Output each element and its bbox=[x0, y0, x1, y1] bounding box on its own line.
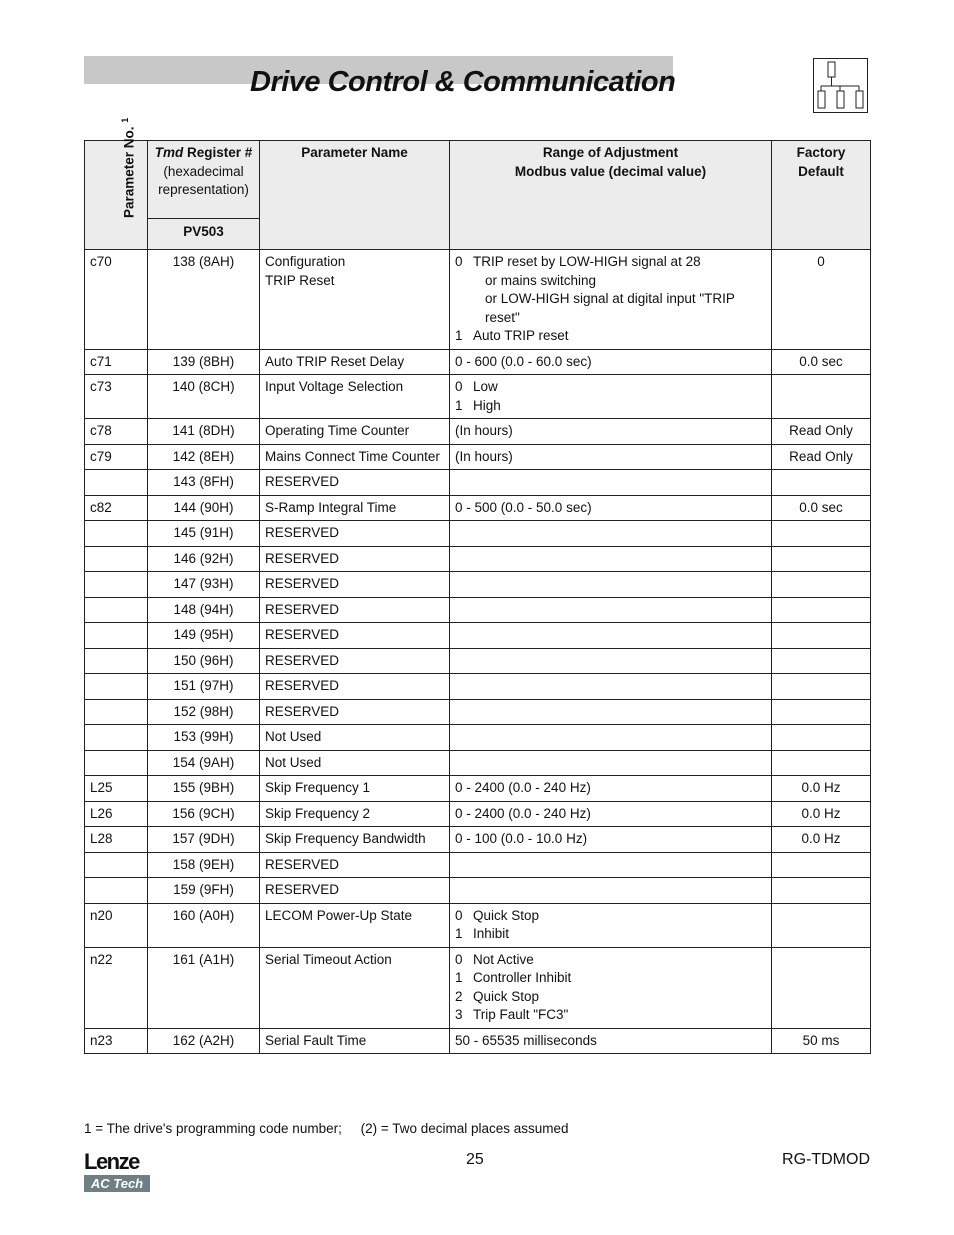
table-row bbox=[85, 495, 871, 521]
table-row bbox=[85, 349, 871, 375]
cell-factory-default bbox=[772, 623, 871, 649]
cell-factory-default bbox=[772, 852, 871, 878]
page-number: 25 bbox=[466, 1151, 484, 1168]
cell-factory-default bbox=[772, 878, 871, 904]
cell-register: 149 (95H) bbox=[148, 623, 260, 649]
cell-parameter-name: RESERVED bbox=[260, 597, 450, 623]
cell-parameter-no: c70 bbox=[85, 250, 148, 350]
cell-range: 50 - 65535 milliseconds bbox=[450, 1028, 772, 1054]
cell-range: 0 Not Active 1 Controller Inhibit 2 Quick Stop 3 Trip Fault "FC3" bbox=[450, 947, 772, 1028]
cell-factory-default: 0.0 Hz bbox=[772, 801, 871, 827]
cell-parameter-name: S-Ramp Integral Time bbox=[260, 495, 450, 521]
lenze-actech-logo: Lenze AC Tech bbox=[84, 1151, 150, 1192]
parameter-table bbox=[84, 117, 871, 1054]
table-row bbox=[85, 648, 871, 674]
cell-range bbox=[450, 521, 772, 547]
cell-parameter-name: RESERVED bbox=[260, 572, 450, 598]
cell-parameter-name: Skip Frequency 1 bbox=[260, 776, 450, 802]
table-header-row bbox=[85, 141, 871, 250]
cell-factory-default: Read Only bbox=[772, 444, 871, 470]
cell-parameter-name: Mains Connect Time Counter bbox=[260, 444, 450, 470]
cell-range bbox=[450, 597, 772, 623]
cell-factory-default: 0.0 sec bbox=[772, 495, 871, 521]
cell-factory-default: 0 bbox=[772, 250, 871, 350]
cell-parameter-no bbox=[85, 750, 148, 776]
cell-register: 147 (93H) bbox=[148, 572, 260, 598]
cell-range bbox=[450, 750, 772, 776]
header-pv503: PV503 bbox=[183, 224, 224, 239]
cell-range: 0 - 600 (0.0 - 60.0 sec) bbox=[450, 349, 772, 375]
cell-range: (In hours) bbox=[450, 444, 772, 470]
document-id: RG-TDMOD bbox=[782, 1151, 870, 1168]
cell-register: 148 (94H) bbox=[148, 597, 260, 623]
cell-factory-default bbox=[772, 750, 871, 776]
cell-parameter-name: RESERVED bbox=[260, 546, 450, 572]
cell-factory-default: 0.0 Hz bbox=[772, 776, 871, 802]
cell-parameter-name: RESERVED bbox=[260, 648, 450, 674]
cell-parameter-name: RESERVED bbox=[260, 521, 450, 547]
cell-parameter-name: RESERVED bbox=[260, 623, 450, 649]
table-row bbox=[85, 250, 871, 350]
cell-parameter-no bbox=[85, 648, 148, 674]
cell-register: 141 (8DH) bbox=[148, 419, 260, 445]
table-row bbox=[85, 375, 871, 419]
table-row bbox=[85, 623, 871, 649]
cell-parameter-no: c82 bbox=[85, 495, 148, 521]
cell-factory-default: 0.0 Hz bbox=[772, 827, 871, 853]
cell-register: 140 (8CH) bbox=[148, 375, 260, 419]
cell-range bbox=[450, 852, 772, 878]
cell-factory-default bbox=[772, 470, 871, 496]
header-factory-default: Factory Default bbox=[772, 141, 871, 250]
cell-parameter-name: Serial Fault Time bbox=[260, 1028, 450, 1054]
cell-register: 151 (97H) bbox=[148, 674, 260, 700]
cell-parameter-name: Serial Timeout Action bbox=[260, 947, 450, 1028]
cell-range bbox=[450, 648, 772, 674]
cell-range bbox=[450, 699, 772, 725]
cell-parameter-no: L25 bbox=[85, 776, 148, 802]
cell-range: 0 - 2400 (0.0 - 240 Hz) bbox=[450, 801, 772, 827]
cell-register: 155 (9BH) bbox=[148, 776, 260, 802]
table-row bbox=[85, 947, 871, 1028]
cell-parameter-name: Configuration TRIP Reset bbox=[260, 250, 450, 350]
cell-factory-default bbox=[772, 674, 871, 700]
cell-factory-default bbox=[772, 597, 871, 623]
network-diagram-icon bbox=[813, 58, 868, 113]
cell-parameter-no bbox=[85, 546, 148, 572]
cell-register: 160 (A0H) bbox=[148, 903, 260, 947]
cell-register: 152 (98H) bbox=[148, 699, 260, 725]
cell-register: 157 (9DH) bbox=[148, 827, 260, 853]
cell-register: 145 (91H) bbox=[148, 521, 260, 547]
cell-range bbox=[450, 470, 772, 496]
cell-factory-default bbox=[772, 648, 871, 674]
cell-parameter-no: n23 bbox=[85, 1028, 148, 1054]
cell-range: 0 - 500 (0.0 - 50.0 sec) bbox=[450, 495, 772, 521]
cell-register: 138 (8AH) bbox=[148, 250, 260, 350]
cell-parameter-no: L28 bbox=[85, 827, 148, 853]
table-row bbox=[85, 521, 871, 547]
cell-register: 142 (8EH) bbox=[148, 444, 260, 470]
cell-parameter-name: Not Used bbox=[260, 750, 450, 776]
header-parameter-name: Parameter Name bbox=[260, 141, 450, 250]
table-row bbox=[85, 852, 871, 878]
cell-register: 153 (99H) bbox=[148, 725, 260, 751]
table-row bbox=[85, 597, 871, 623]
cell-factory-default bbox=[772, 521, 871, 547]
cell-parameter-name: Operating Time Counter bbox=[260, 419, 450, 445]
cell-register: 144 (90H) bbox=[148, 495, 260, 521]
page-title: Drive Control & Communication bbox=[250, 66, 676, 98]
cell-factory-default: 50 ms bbox=[772, 1028, 871, 1054]
cell-parameter-no bbox=[85, 674, 148, 700]
cell-register: 156 (9CH) bbox=[148, 801, 260, 827]
cell-factory-default bbox=[772, 546, 871, 572]
cell-range: 0 Quick Stop 1 Inhibit bbox=[450, 903, 772, 947]
cell-parameter-name: Input Voltage Selection bbox=[260, 375, 450, 419]
cell-parameter-no: n20 bbox=[85, 903, 148, 947]
cell-parameter-name: RESERVED bbox=[260, 470, 450, 496]
cell-parameter-name: RESERVED bbox=[260, 674, 450, 700]
table-row bbox=[85, 546, 871, 572]
cell-range: 0 Low 1 High bbox=[450, 375, 772, 419]
cell-parameter-name: LECOM Power-Up State bbox=[260, 903, 450, 947]
table-row bbox=[85, 801, 871, 827]
table-row bbox=[85, 419, 871, 445]
cell-register: 150 (96H) bbox=[148, 648, 260, 674]
cell-parameter-no: c78 bbox=[85, 419, 148, 445]
cell-factory-default bbox=[772, 699, 871, 725]
cell-parameter-no bbox=[85, 597, 148, 623]
cell-factory-default bbox=[772, 947, 871, 1028]
cell-range bbox=[450, 572, 772, 598]
cell-factory-default: Read Only bbox=[772, 419, 871, 445]
table-row bbox=[85, 699, 871, 725]
cell-parameter-no: L26 bbox=[85, 801, 148, 827]
cell-parameter-no bbox=[85, 878, 148, 904]
cell-parameter-no bbox=[85, 572, 148, 598]
cell-register: 146 (92H) bbox=[148, 546, 260, 572]
cell-parameter-no bbox=[85, 521, 148, 547]
cell-parameter-no: c73 bbox=[85, 375, 148, 419]
cell-register: 158 (9EH) bbox=[148, 852, 260, 878]
cell-parameter-name: Skip Frequency 2 bbox=[260, 801, 450, 827]
cell-factory-default bbox=[772, 725, 871, 751]
header-parameter-no: Parameter No. $^1$ bbox=[85, 141, 148, 250]
cell-parameter-name: RESERVED bbox=[260, 852, 450, 878]
cell-register: 143 (8FH) bbox=[148, 470, 260, 496]
cell-range: (In hours) bbox=[450, 419, 772, 445]
cell-parameter-no bbox=[85, 852, 148, 878]
header-range: Range of Adjustment Modbus value (decimal value) bbox=[450, 141, 772, 250]
cell-range bbox=[450, 623, 772, 649]
cell-parameter-name: Not Used bbox=[260, 725, 450, 751]
cell-register: 154 (9AH) bbox=[148, 750, 260, 776]
table-row bbox=[85, 903, 871, 947]
cell-parameter-no: c79 bbox=[85, 444, 148, 470]
cell-range bbox=[450, 674, 772, 700]
cell-parameter-no bbox=[85, 470, 148, 496]
header-register: Tmd Register # (hexadecimal representation) PV503 bbox=[148, 141, 260, 250]
table-row bbox=[85, 878, 871, 904]
cell-register: 162 (A2H) bbox=[148, 1028, 260, 1054]
footnote: 1 = The drive's programming code number; (2) = Two decimal places assumed bbox=[84, 1121, 569, 1136]
cell-parameter-no bbox=[85, 725, 148, 751]
cell-parameter-name: Auto TRIP Reset Delay bbox=[260, 349, 450, 375]
cell-parameter-name: RESERVED bbox=[260, 699, 450, 725]
cell-range bbox=[450, 546, 772, 572]
table-row bbox=[85, 750, 871, 776]
cell-range bbox=[450, 725, 772, 751]
cell-register: 159 (9FH) bbox=[148, 878, 260, 904]
cell-range: 0 TRIP reset by LOW-HIGH signal at 28 or mains switching or LOW-HIGH signal at digital input "TRIP reset" 1 Auto TRIP reset bbox=[450, 250, 772, 350]
table-row bbox=[85, 470, 871, 496]
cell-parameter-no bbox=[85, 699, 148, 725]
cell-range bbox=[450, 878, 772, 904]
cell-factory-default: 0.0 sec bbox=[772, 349, 871, 375]
table-row bbox=[85, 1028, 871, 1054]
cell-factory-default bbox=[772, 903, 871, 947]
table-row bbox=[85, 444, 871, 470]
cell-parameter-no bbox=[85, 623, 148, 649]
cell-factory-default bbox=[772, 375, 871, 419]
cell-range: 0 - 2400 (0.0 - 240 Hz) bbox=[450, 776, 772, 802]
cell-factory-default bbox=[772, 572, 871, 598]
cell-parameter-name: RESERVED bbox=[260, 878, 450, 904]
cell-parameter-name: Skip Frequency Bandwidth bbox=[260, 827, 450, 853]
table-row bbox=[85, 725, 871, 751]
cell-range: 0 - 100 (0.0 - 10.0 Hz) bbox=[450, 827, 772, 853]
table-row bbox=[85, 776, 871, 802]
table-row bbox=[85, 827, 871, 853]
table-row bbox=[85, 572, 871, 598]
cell-register: 139 (8BH) bbox=[148, 349, 260, 375]
table-row bbox=[85, 674, 871, 700]
cell-parameter-no: c71 bbox=[85, 349, 148, 375]
cell-parameter-no: n22 bbox=[85, 947, 148, 1028]
cell-register: 161 (A1H) bbox=[148, 947, 260, 1028]
